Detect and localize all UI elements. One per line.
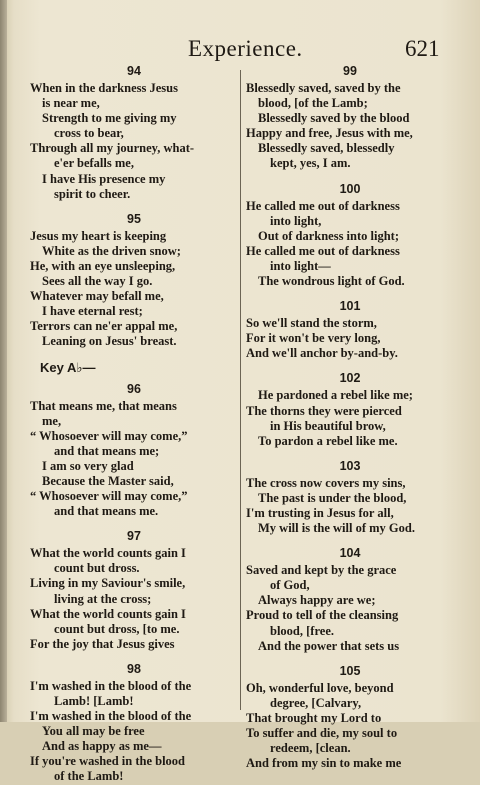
verse-line: Lamb! [Lamb! bbox=[54, 694, 134, 708]
verse-line: “ Whosoever will may come,” bbox=[30, 428, 188, 443]
verse-line: And the power that sets us bbox=[258, 638, 400, 653]
verse-line: Blessedly saved, saved by the bbox=[246, 81, 401, 95]
hymn-number: 100 bbox=[339, 181, 361, 196]
hymn-103 bbox=[246, 459, 454, 536]
verse-line: The thorns they were pierced bbox=[246, 403, 402, 418]
verse-line: into light— bbox=[270, 258, 331, 273]
hymn-number: 99 bbox=[343, 64, 357, 78]
verse-line: “ Whosoever will may come,” bbox=[30, 489, 188, 504]
verse-line: I'm trusting in Jesus for all, bbox=[246, 505, 394, 520]
hymn-102 bbox=[246, 371, 454, 448]
hymn-101 bbox=[246, 299, 454, 361]
verse-line: I have His presence my bbox=[42, 171, 166, 186]
verse-line: in His beautiful brow, bbox=[270, 418, 386, 433]
verse-line: You all may be free bbox=[42, 724, 145, 739]
verse-line: is near me, bbox=[42, 96, 100, 111]
hymn-96 bbox=[30, 382, 238, 520]
page-number: 621 bbox=[405, 36, 440, 61]
verse-line: and that means me; bbox=[54, 443, 160, 458]
verse-line: That means me, that means bbox=[30, 398, 177, 413]
hymn-95 bbox=[30, 212, 238, 350]
right-column bbox=[246, 62, 454, 771]
verse-line: blood, [free. bbox=[270, 623, 334, 638]
hymn-number: 105 bbox=[339, 663, 361, 678]
verse-line: What the world counts gain I bbox=[30, 606, 186, 621]
hymn-number: 102 bbox=[339, 371, 361, 386]
book-spine-shadow bbox=[0, 0, 7, 722]
hymn-number: 98 bbox=[127, 661, 141, 676]
verse-line: I'm washed in the blood of the bbox=[30, 709, 192, 724]
verse-line: White as the driven snow; bbox=[42, 243, 181, 258]
verse-line: Saved and kept by the grace bbox=[246, 563, 397, 578]
hymn-97 bbox=[30, 529, 238, 652]
verse-line: He, with an eye unsleeping, bbox=[30, 258, 176, 273]
verse-line: And from my sin to make me bbox=[246, 756, 402, 771]
verse-line: into light, bbox=[270, 213, 322, 228]
verse-line: And as happy as me— bbox=[42, 739, 162, 754]
verse-line: My will is the will of my God. bbox=[258, 521, 415, 536]
hymn-number: 104 bbox=[339, 546, 361, 561]
verse-line: I'm washed in the blood of the bbox=[30, 678, 192, 693]
verse-line: So we'll stand the storm, bbox=[246, 316, 377, 331]
verse-line: Blessedly saved, blessedly bbox=[258, 141, 395, 156]
verse-line: The cross now covers my sins, bbox=[246, 475, 406, 490]
verse-line: Terrors can ne'er appal me, bbox=[30, 319, 178, 334]
verse-line: of God, bbox=[270, 578, 310, 593]
verse-line: Strength to me giving my bbox=[42, 111, 177, 126]
column-divider bbox=[240, 70, 241, 710]
hymn-number: 103 bbox=[339, 458, 361, 473]
verse-line: The past is under the blood, bbox=[258, 490, 407, 505]
verse-line: e'er befalls me, bbox=[54, 156, 134, 171]
hymn-98 bbox=[30, 662, 238, 785]
verse-line: Whatever may befall me, bbox=[30, 289, 164, 304]
verse-line: He called me out of darkness bbox=[246, 198, 400, 213]
verse-line: kept, yes, I am. bbox=[270, 156, 351, 171]
verse-line: Blessedly saved by the blood bbox=[258, 111, 410, 126]
hymn-105 bbox=[246, 664, 454, 772]
verse-line: When in the darkness Jesus bbox=[30, 81, 178, 95]
key-signature-label: Key A♭— bbox=[40, 359, 96, 375]
verse-line: I am so very glad bbox=[42, 458, 134, 473]
verse-line: Always happy are we; bbox=[258, 593, 376, 608]
hymn-94 bbox=[30, 64, 238, 202]
verse-line: Proud to tell of the cleansing bbox=[246, 608, 399, 623]
verse-line: me, bbox=[42, 413, 62, 428]
left-column bbox=[30, 62, 238, 785]
verse-line: degree, [Calvary, bbox=[270, 695, 362, 710]
verse-line: Through all my journey, what- bbox=[30, 141, 195, 156]
verse-line: Out of darkness into light; bbox=[258, 228, 399, 243]
verse-line: count but dross. bbox=[54, 561, 140, 576]
verse-line: And we'll anchor by-and-by. bbox=[246, 346, 398, 361]
page-title: Experience. bbox=[188, 36, 303, 61]
hymn-number: 96 bbox=[127, 381, 141, 396]
verse-line: and that means me. bbox=[54, 504, 159, 519]
verse-line: To pardon a rebel like me. bbox=[258, 433, 398, 448]
verse-line: Oh, wonderful love, beyond bbox=[246, 680, 394, 695]
verse-line: Living in my Saviour's smile, bbox=[30, 576, 186, 591]
verse-line: He pardoned a rebel like me; bbox=[258, 388, 413, 403]
verse-line: Happy and free, Jesus with me, bbox=[246, 126, 413, 141]
hymn-99 bbox=[246, 64, 454, 172]
verse-line: Sees all the way I go. bbox=[42, 274, 153, 289]
hymn-number: 95 bbox=[127, 211, 141, 226]
verse-line: Leaning on Jesus' breast. bbox=[42, 334, 177, 349]
hymn-number: 94 bbox=[127, 64, 141, 78]
hymn-100 bbox=[246, 182, 454, 290]
verse-line: He called me out of darkness bbox=[246, 243, 400, 258]
verse-line: What the world counts gain I bbox=[30, 546, 186, 561]
verse-line: blood, [of the Lamb; bbox=[258, 96, 368, 111]
verse-line: cross to bear, bbox=[54, 126, 124, 141]
hymn-number: 97 bbox=[127, 529, 141, 544]
verse-line: count but dross, [to me. bbox=[54, 621, 180, 636]
hymn-number: 101 bbox=[339, 299, 361, 314]
verse-line: For it won't be very long, bbox=[246, 331, 381, 346]
verse-line: To suffer and die, my soul to bbox=[246, 726, 398, 740]
verse-line: If you're washed in the blood bbox=[30, 754, 186, 769]
verse-line: living at the cross; bbox=[54, 591, 152, 606]
verse-line: Because the Master said, bbox=[42, 473, 174, 488]
verse-line: The wondrous light of God. bbox=[258, 274, 405, 289]
verse-line: I have eternal rest; bbox=[42, 304, 143, 319]
hymn-104 bbox=[246, 546, 454, 654]
verse-line: spirit to cheer. bbox=[54, 186, 131, 201]
verse-line: Jesus my heart is keeping bbox=[30, 228, 167, 243]
verse-line: That brought my Lord to bbox=[246, 710, 382, 725]
verse-line: redeem, [clean. bbox=[270, 741, 351, 756]
verse-line: of the Lamb! bbox=[54, 769, 124, 784]
verse-line: For the joy that Jesus gives bbox=[30, 636, 175, 651]
